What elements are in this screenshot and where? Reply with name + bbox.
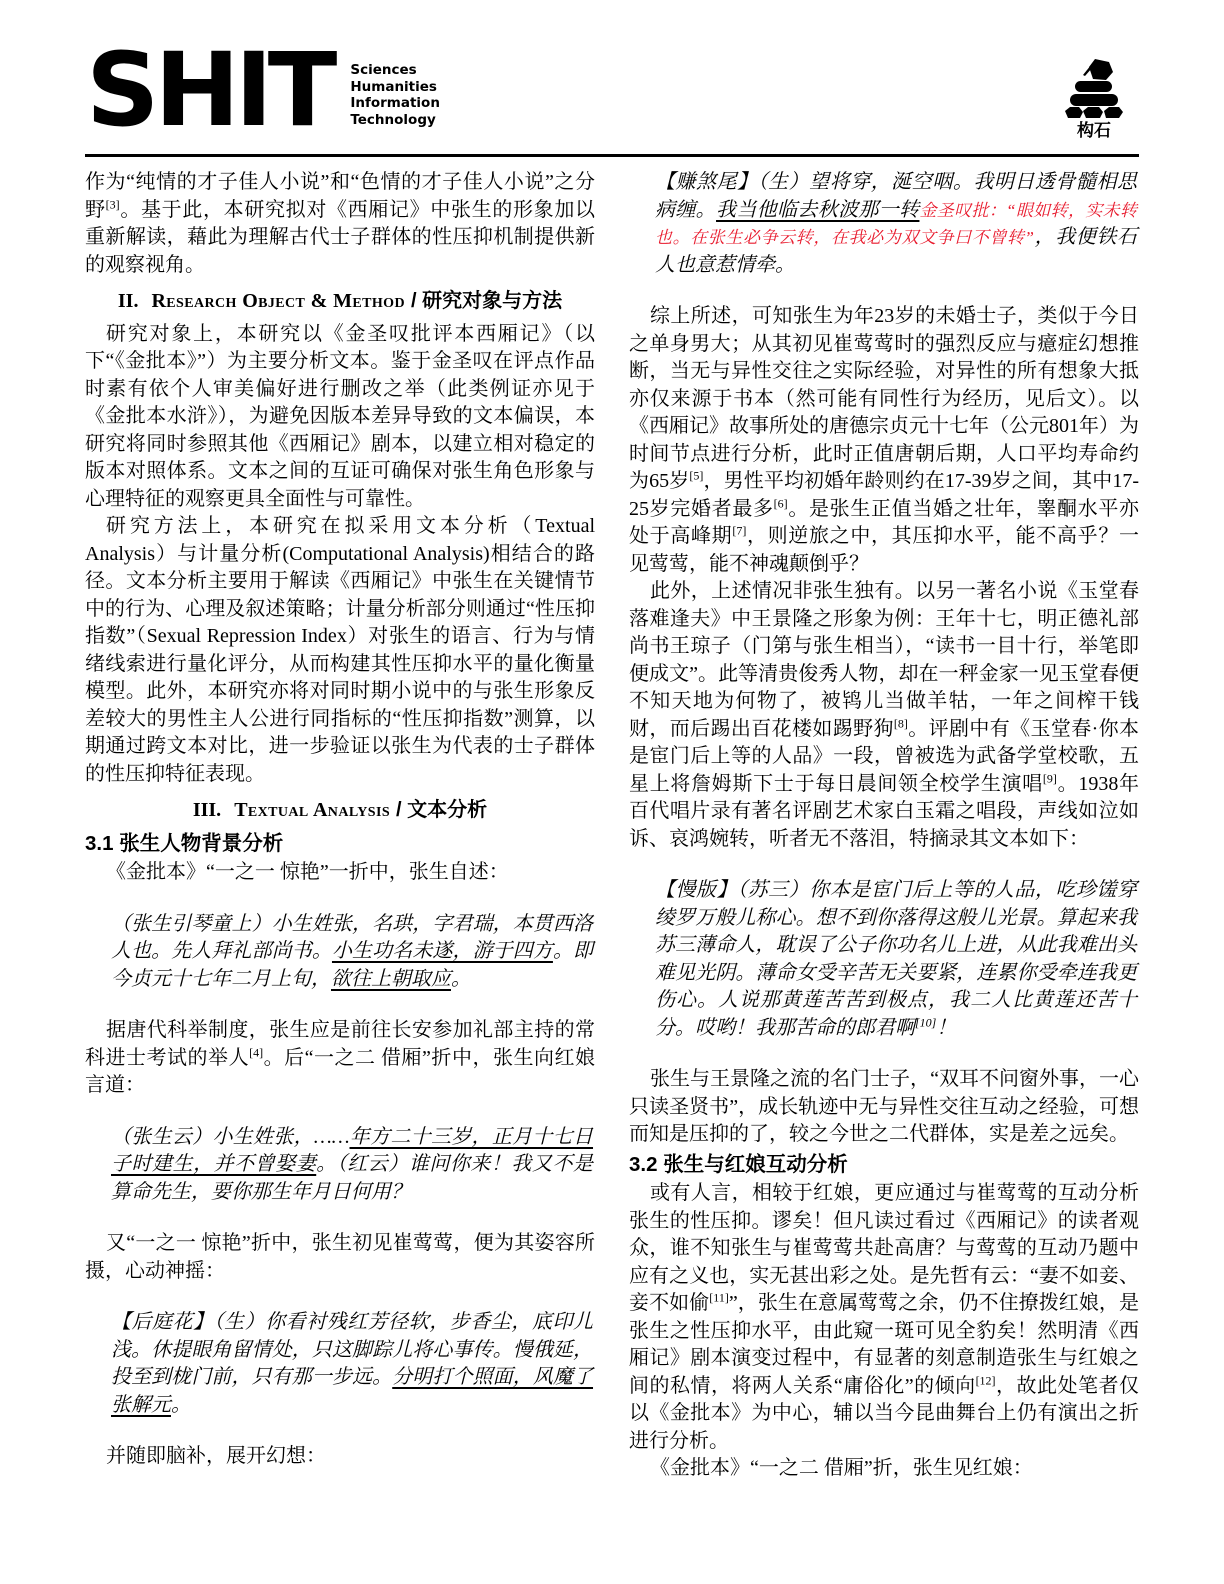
underlined-text: 我当他临去秋波那一转: [716, 198, 920, 221]
section-heading-part: Textual Analysis: [234, 799, 391, 821]
quote-block: [85, 1309, 595, 1419]
journal-subtitle-line: Information: [350, 95, 440, 111]
journal-subtitle: [350, 62, 440, 128]
body-paragraph: [85, 321, 595, 514]
text-run: 。后“一之二 借厢”折中，张生向红娘言道：: [85, 1046, 595, 1096]
text-run: ，则逆旅之中，其压抑水平，能不高乎？一见莺莺，能不神魂颠倒乎？: [629, 525, 1140, 575]
critic-annotation: 金圣叹批：“眼如转，实未转也。在张生必争云转，在我必为双文争曰不曾转”: [655, 200, 1138, 247]
body-paragraph: [85, 1017, 595, 1100]
text-run: 【赚煞尾】（生）望将穿，涎空咽。我明日透骨髓相思病缠。: [655, 171, 1137, 221]
body-paragraph: [85, 1230, 595, 1285]
underlined-text: 欲往上朝取应: [331, 967, 451, 990]
body-paragraph: [629, 1066, 1139, 1149]
citation-ref: [12]: [975, 1372, 996, 1387]
section-heading-part: Research Object & Method: [151, 290, 405, 312]
text-run: 《金批本》“一之一 惊艳”一折中，张生自述：: [106, 861, 509, 883]
citation-ref: [9]: [1042, 770, 1057, 785]
citation-ref: [6]: [773, 495, 788, 510]
body-paragraph: [629, 1180, 1139, 1455]
journal-subtitle-line: Technology: [350, 111, 436, 128]
text-run: ，故此处笔者仅以《金批本》为中心，辅以当今昆曲舞台上仍有演出之折进行分析。: [629, 1374, 1139, 1452]
journal-subtitle-line: Humanities: [350, 78, 437, 95]
text-run: ”，张生在意属莺莺之余，仍不住撩拨红娘，是张生之性压抑水平，由此窥一斑可见全豹矣！然明清《西厢记》剧本演变过程中，有显著的刻意制造张生与红娘之间的私情，将两人关系“庸俗化”的倾向: [629, 1292, 1139, 1397]
underlined-text: 分明打个照面，风魔了张解元: [111, 1366, 594, 1416]
section-heading-part: / 文本分析: [396, 799, 488, 821]
section-heading: [85, 288, 595, 316]
section-heading: [85, 797, 595, 825]
text-run: （张生云）小生姓张，……: [111, 1125, 350, 1148]
publisher-label: 构石: [1077, 121, 1111, 141]
rock-pile-icon: [1061, 58, 1127, 120]
citation-ref: [3]: [105, 196, 120, 211]
subsection-heading: 3.2 张生与红娘互动分析: [629, 1152, 848, 1176]
quote-block: [85, 911, 595, 994]
body-paragraph: [629, 1455, 1139, 1483]
text-run: 并随即脑补，展开幻想：: [106, 1445, 326, 1467]
underlined-text: 年方二十三岁，正月十七日子时建生，并不曾娶妻: [111, 1125, 594, 1175]
text-run: 。是张生正值当婚之壮年，睾酮水平亦处于高峰期: [629, 497, 1140, 547]
journal-subtitle-line: Sciences: [350, 62, 417, 78]
subsection-heading: 3.1 张生人物背景分析: [85, 831, 284, 855]
text-run: 。（红云）谁问你来！我又不是算命先生，要你那生年月日何用？: [111, 1153, 594, 1203]
body-paragraph: [85, 1443, 595, 1471]
publisher-logo: [1052, 58, 1136, 141]
citation-ref: [8]: [893, 715, 908, 730]
left-column: [85, 169, 595, 1483]
text-run: ，我便铁石人也意惹情牵。: [655, 226, 1137, 276]
body-paragraph: [629, 303, 1139, 578]
body-paragraph: [629, 578, 1139, 853]
text-run: 。评剧中有《玉堂春·你本是宦门后上等的人品》一段，曾被选为武备学堂校歌，五星上将詹姆斯下士于每日晨间领全校学生演唱: [629, 717, 1139, 795]
article-body: [85, 169, 1139, 1483]
text-run: 张生与王景隆之流的名门士子，“双耳不问窗外事，一心只读圣贤书”，成长轨迹中无与异性交往互动之经验，可想而知是压抑的了，较之今世之二代群体，实是差之远矣。: [629, 1068, 1139, 1145]
body-paragraph: [85, 513, 595, 788]
text-run: 或有人言，相较于红娘，更应通过与崔莺莺的互动分析张生的性压抑。谬矣！但凡读过看过《西厢记》的读者观众，谁不知张生与崔莺莺共赴高唐？与莺莺的互动乃题中应有之义也，实无甚出彩之处。是先哲有云：“妻不如妾、妾不如偷: [629, 1182, 1139, 1314]
body-paragraph: [85, 169, 595, 279]
body-paragraph: [85, 859, 595, 887]
section-heading-part: II.: [117, 290, 139, 312]
citation-ref: [7]: [732, 523, 747, 538]
citation-ref: [5]: [689, 468, 704, 483]
quote-block: [629, 877, 1139, 1042]
text-run: 《金批本》“一之二 借厢”折，张生见红娘：: [650, 1457, 1033, 1479]
quote-block: [629, 169, 1139, 279]
text-run: 此外，上述情况非张生独有。以另一著名小说《玉堂春落难逢夫》中王景隆之形象为例：王年十七，明正德礼部尚书王琼子（门第与张生相当），“读书一目十行，举笔即便成文”。此等清贵俊秀人物，却在一秤金家一见玉堂春便不知天地为何物了，被鸨儿当做羊牯，一年之间榨干钱财，而后踢出百花楼如踢野狗: [629, 580, 1139, 740]
quote-block: [85, 1124, 595, 1207]
text-run: 。即今贞元十七年二月上旬，: [111, 940, 594, 990]
text-run: 研究方法上，本研究在拟采用文本分析（Textual Analysis）与计量分析(Computational Analysis)相结合的路径。文本分析主要用于解读《西厢记》中张生在关键情节中的行为、心理及叙述策略；计量分析部分则通过“性压抑指数”（Sexual Repression Index）对张生的语言、行为与情绪线索进行量化评分，从而构建其性压抑水平的量化衡量模型。此外，本研究亦将对同时期小说中的与张生形象反差较大的男性主人公进行同指标的“性压抑指数”测算，以期通过跨文本对比，进一步验证以张生为代表的士子群体的性压抑特征表现。: [85, 515, 595, 785]
text-run: 【慢版】（苏三）你本是宦门后上等的人品，吃珍馐穿绫罗万般儿称心。想不到你落得这般儿光景。算起来我苏三薄命人，耽误了公子你功名儿上进，从此我难出头难见光阴。薄命女受辛苦无关要紧，连累你受牵连我更伤心。人说那黄莲苦苦到极点，我二人比黄莲还苦十分。哎哟！我那苦命的郎君啊: [655, 879, 1137, 1039]
section-heading-part: / 研究对象与方法: [410, 290, 563, 312]
section-heading-part: III.: [192, 799, 222, 821]
text-run: ，男性平均初婚年龄则约在17-39岁之间，其中17-25岁完婚者最多: [629, 470, 1140, 520]
underlined-text: 小生功名未遂，游于四方: [331, 940, 553, 962]
text-run: （张生引琴童上）小生姓张，名珙，字君瑞，本贯西洛人也。先人拜礼部尚书。: [111, 912, 593, 962]
text-run: 。1938年百代唱片录有著名评剧艺术家白玉霜之唱段，声线如泣如诉、哀鸿婉转，听者无不落泪，特摘录其文本如下：: [629, 772, 1140, 850]
text-run: 又“一之一 惊艳”折中，张生初见崔莺莺，便为其姿容所摄，心动神摇：: [85, 1232, 595, 1282]
text-run: 作为“纯情的才子佳人小说”和“色情的才子佳人小说”之分野: [85, 171, 595, 221]
header-rule: [85, 154, 1139, 157]
text-run: 。: [171, 1393, 191, 1416]
text-run: 。基于此，本研究拟对《西厢记》中张生的形象加以重新解读，藉此为理解古代士子群体的性压抑机制提供新的观察视角。: [85, 198, 596, 276]
journal-logo: SHIT: [86, 31, 333, 150]
text-run: ！: [936, 1016, 957, 1039]
text-run: 据唐代科举制度，张生应是前往长安参加礼部主持的常科进士考试的举人: [85, 1019, 595, 1069]
citation-ref: [10]: [915, 1014, 937, 1029]
text-run: 。: [451, 967, 471, 990]
citation-ref: [11]: [709, 1290, 729, 1305]
text-run: 综上所述，可知张生为年23岁的未婚士子，类似于今日之单身男大；从其初见崔莺莺时的强烈反应与癔症幻想推断，当无与异性交往之实际经验，对异性的所有想象大抵亦仅来源于书本（然可能有同性行为经历，见后文）。以《西厢记》故事所处的唐德宗贞元十七年（公元801年）为时间节点进行分析，此时正值唐朝后期，人口平均寿命约为65岁: [629, 305, 1139, 492]
right-column: [629, 169, 1139, 1483]
masthead: [86, 31, 440, 150]
text-run: 【后庭花】（生）你看衬残红芳径软，步香尘，底印儿浅。休提眼角留情处，只这脚踪儿将心事传。慢俄延，投至到栊门前，只有那一步远。: [111, 1311, 593, 1388]
citation-ref: [4]: [249, 1044, 264, 1059]
text-run: 研究对象上，本研究以《金圣叹批评本西厢记》（以下“《金批本》”）为主要分析文本。鉴于金圣叹在评点作品时素有依个人审美偏好进行删改之举（此类例证亦见于《金批本水浒》），为避免因版本差异导致的文本偏误，本研究将同时参照其他《西厢记》剧本，以建立相对稳定的版本对照体系。文本之间的互证可确保对张生角色形象与心理特征的观察更具全面性与可靠性。: [85, 322, 595, 510]
